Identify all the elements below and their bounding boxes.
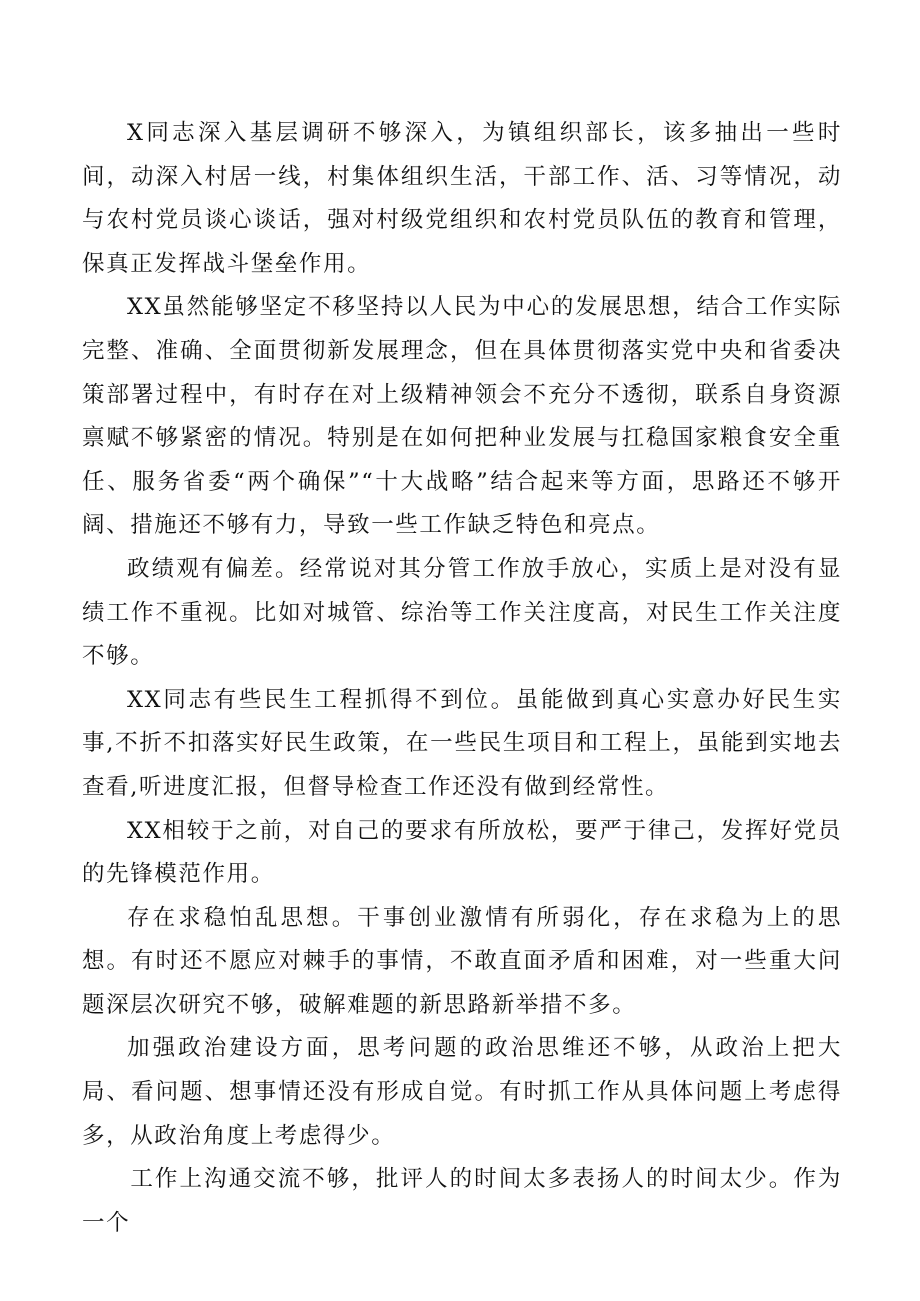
paragraph-6: 存在求稳怕乱思想。干事创业激情有所弱化，存在求稳为上的思想。有时还不愿应对棘手的事情，不敢直面矛盾和困难，对一些重大问题深层次研究不够，破解难题的新思路新举措不多。 [82,904,842,1018]
paragraph-4: XX同志有些民生工程抓得不到位。虽能做到真心实意办好民生实事,不折不扣落实好民生政策，在一些民生项目和工程上，虽能到实地去查看,听进度汇报，但督导检查工作还没有做到经常性。 [82,686,842,800]
paragraph-3: 政绩观有偏差。经常说对其分管工作放手放心，实质上是对没有显绩工作不重视。比如对城管、综治等工作关注度高，对民生工作关注度不够。 [82,555,842,670]
paragraph-7: 加强政治建设方面，思考问题的政治思维还不够，从政治上把大局、看问题、想事情还没有形成自觉。有时抓工作从具体问题上考虑得多，从政治角度上考虑得少。 [82,1035,842,1149]
document-body [82,112,842,1245]
paragraph-1: X同志深入基层调研不够深入，为镇组织部长，该多抽出一些时间，动深入村居一线，村集体组织生活，干部工作、活、习等情况，动与农村党员谈心谈话，强对村级党组织和农村党员队伍的教育和管理，保真正发挥战斗堡垒作用。 [82,120,842,277]
paragraph-8: 工作上沟通交流不够，批评人的时间太多表扬人的时间太少。作为一个 [82,1166,842,1236]
paragraph-2: XX虽然能够坚定不移坚持以人民为中心的发展思想，结合工作实际完整、准确、全面贯彻新发展理念，但在具体贯彻落实党中央和省委决策部署过程中，有时存在对上级精神领会不充分不透彻，联系自身资源禀赋不够紧密的情况。特别是在如何把种业发展与扛稳国家粮食安全重任、服务省委“两个确保”“十大战略”结合起来等方面，思路还不够开阔、措施还不够有力，导致一些工作缺乏特色和亮点。 [82,294,842,539]
paragraph-5: XX相较于之前，对自己的要求有所放松，要严于律己，发挥好党员的先锋模范作用。 [82,817,842,888]
